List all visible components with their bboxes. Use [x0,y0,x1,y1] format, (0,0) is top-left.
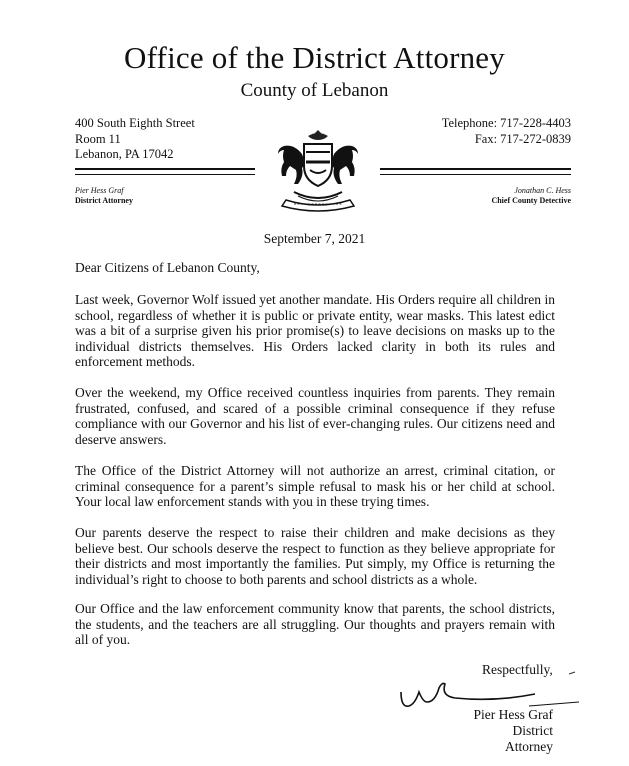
officer-name: Jonathan C. Hess [514,186,571,195]
officer-title: District Attorney [75,196,133,205]
letter-date: September 7, 2021 [263,231,366,246]
body-paragraph: Last week, Governor Wolf issued yet another mandate. His Orders require all children in school, regardless of whether it is public or private entity, wear masks. This latest edict was a bit of a surprise given his prior promise(s) to leave decisions on masks up to the individual districts themselves. His Orders lacked clarity in both its rules and enforcement methods. [75,292,555,369]
signer-block [471,707,553,755]
pennsylvania-coat-of-arms-icon [264,126,372,214]
address-line: 400 South Eighth Street [75,116,195,130]
handwritten-signature [393,668,583,712]
address-line: Lebanon, PA 17042 [75,147,174,161]
officer-name: Pier Hess Graf [75,186,124,195]
letterhead-left-officer [75,186,133,206]
letterhead-subtitle: County of Lebanon [240,80,389,101]
signer-title: District Attorney [505,723,553,754]
salutation: Dear Citizens of Lebanon County, [75,260,260,275]
header-rule-left-thin [75,174,255,175]
officer-title: Chief County Detective [491,196,571,205]
body-paragraph: Over the weekend, my Office received countless inquiries from parents. They remain frustrated, confused, and scared of a possible criminal consequence if they refuse compliance with our Governor and his list of ever-changing rules. Our citizens need and deserve answers. [75,385,555,447]
contact-numbers [442,116,571,147]
fax: Fax: 717-272-0839 [474,131,571,146]
office-address [75,116,195,163]
telephone: Telephone: 717-228-4403 [441,116,571,130]
header-rule-right [380,168,571,170]
body-paragraph: Our Office and the law enforcement community know that parents, the school districts, the students, and the teachers are all struggling. Our thoughts and prayers remain with all of you. [75,601,555,647]
header-rule-right-thin [380,174,571,175]
closing: Respectfully, [482,662,553,677]
header-rule-left [75,168,255,170]
signer-name: Pier Hess Graf [473,707,553,722]
letterhead-title: Office of the District Attorney [124,40,505,75]
body-paragraph: The Office of the District Attorney will not authorize an arrest, criminal citation, or criminal consequence for a parent’s simple refusal to mask his or her child at school. Your local law enforcement stands with you in these trying times. [75,463,555,509]
body-paragraph: Our parents deserve the respect to raise their children and make decisions as they believe best. Our schools deserve the respect to function as they believe appropriate for their districts and most importantly the families. Put simply, my Office is returning the individual’s right to choose to both parents and school districts as a whole. [75,525,555,587]
letterhead-right-officer [491,186,571,206]
address-line: Room 11 [75,131,121,146]
